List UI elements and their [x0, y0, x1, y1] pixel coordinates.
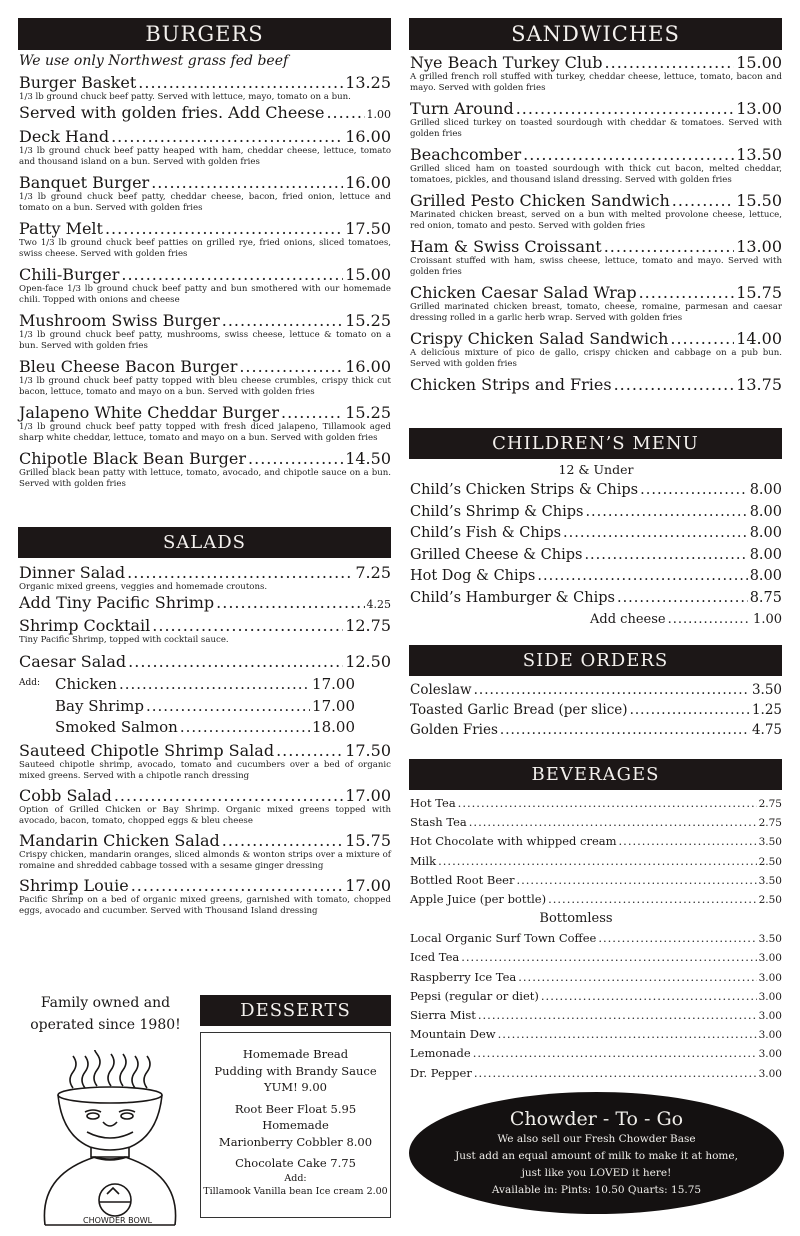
bottomless-label: Bottomless	[539, 911, 613, 927]
beverage-item: Hot Tea ..... 2.75	[410, 794, 782, 813]
menu-item-chipotle-black-bean-burger: Chipotle Black Bean Burger ..... 14.50 Grilled black bean patty with lettuce, tomato, avocado, and chipotle sauce on a bun. Served with golden fries	[19, 449, 391, 490]
dessert-chocolate-cake: Chocolate Cake 7.75	[235, 1156, 356, 1170]
menu-item-nye-beach-turkey-club: Nye Beach Turkey Club ..... 15.00 A grilled french roll stuffed with turkey, cheddar cheese, lettuce, tomato, bacon and mayo. Served with golden fries	[410, 53, 782, 94]
bottomless-item: Pepsi (regular or diet) ..... 3.00	[410, 987, 782, 1006]
side-item: Coleslaw ..... 3.50	[410, 680, 782, 700]
beverages-header: BEVERAGES	[409, 759, 782, 790]
menu-item-jalapeno-white-cheddar-burger: Jalapeno White Cheddar Burger ..... 15.25 1/3 lb ground chuck beef patty topped with fresh diced jalapeno, Tillamook aged sharp white cheddar, lettuce, tomato and mayo on a bun. Served with golden fries	[19, 403, 391, 444]
sandwiches-header: SANDWICHES	[409, 18, 782, 50]
caesar-add-smoked-salmon: Smoked Salmon ..... 18.00	[55, 717, 355, 739]
beverage-item: Hot Chocolate with whipped cream ..... 3.50	[410, 832, 782, 851]
chowder-to-go-title: Chowder - To - Go	[509, 1108, 684, 1130]
svg-text:CHOWDER BOWL: CHOWDER BOWL	[83, 1216, 153, 1225]
menu-item-grilled-pesto-chicken-sandwich: Grilled Pesto Chicken Sandwich ..... 15.50 Marinated chicken breast, served on a bun with melted provolone cheese, lettuce, red onion, tomato and pesto. Served with golden fries	[410, 191, 782, 232]
menu-item-bleu-cheese-bacon-burger: Bleu Cheese Bacon Burger ..... 16.00 1/3 lb ground chuck beef patty topped with bleu cheese crumbles, crispy thick cut bacon, lettuce, tomato and mayo on a bun. Served with golden fries	[19, 357, 391, 398]
beverage-item: Milk ..... 2.50	[410, 852, 782, 871]
bottomless-item: Dr. Pepper ..... 3.00	[410, 1064, 782, 1083]
menu-item-chicken-strips-and-fries: Chicken Strips and Fries ..... 13.75	[410, 375, 782, 394]
side-item: Toasted Garlic Bread (per slice) ..... 1.25	[410, 700, 782, 720]
menu-item-deck-hand: Deck Hand ..... 16.00 1/3 lb ground chuck beef patty heaped with ham, cheddar cheese, lettuce, tomato and thousand island on a bun. Served with golden fries	[19, 127, 391, 168]
kids-item: Hot Dog & Chips ..... 8.00	[410, 566, 782, 588]
caesar-add-label: Add:	[19, 678, 41, 688]
salads-section	[19, 563, 391, 917]
beverage-item: Stash Tea ..... 2.75	[410, 813, 782, 832]
dessert-ice-cream-addon: Tillamook Vanilla bean Ice cream 2.00	[203, 1185, 388, 1197]
kids-add-cheese: Add cheese ..... 1.00	[590, 609, 782, 631]
menu-item-banquet-burger: Banquet Burger ..... 16.00 1/3 lb ground chuck beef patty, cheddar cheese, bacon, fried onion, lettuce and tomato on a bun. Served with golden fries	[19, 173, 391, 214]
dessert-bread-pudding: Homemade Bread Pudding with Brandy Sauce YUM! 9.00	[214, 1047, 377, 1094]
menu-item-mandarin-chicken-salad: Mandarin Chicken Salad ..... 15.75 Crispy chicken, mandarin oranges, sliced almonds & wonton strips over a mixture of romaine and shredded cabbage tossed with a sesame ginger dressing	[19, 831, 391, 872]
caesar-add-chicken: Chicken ..... 17.00	[55, 674, 355, 696]
childrens-menu-header: CHILDREN’S MENU	[409, 428, 782, 459]
dessert-root-beer-float: Root Beer Float 5.95	[234, 1101, 357, 1116]
side-orders-header: SIDE ORDERS	[409, 645, 782, 676]
kids-item: Child’s Hamburger & Chips ..... 8.75	[410, 588, 782, 610]
bottomless-item: Iced Tea ..... 3.00	[410, 948, 782, 967]
menu-item-cobb-salad: Cobb Salad ..... 17.00 Option of Grilled Chicken or Bay Shrimp. Organic mixed greens topped with avocado, bacon, tomato, chopped eggs & bleu cheese	[19, 786, 391, 827]
kids-item: Child’s Shrimp & Chips ..... 8.00	[410, 502, 782, 524]
menu-item-patty-melt: Patty Melt ..... 17.50 Two 1/3 lb ground chuck beef patties on grilled rye, fried onions, sliced tomatoes, swiss cheese. Served with golden fries	[19, 219, 391, 260]
menu-item-mushroom-swiss-burger: Mushroom Swiss Burger ..... 15.25 1/3 lb ground chuck beef patty, mushrooms, swiss cheese, lettuce & tomato on a bun. Served with golden fries	[19, 311, 391, 352]
beverage-item: Bottled Root Beer ..... 3.50	[410, 871, 782, 890]
dessert-add-label: Add:	[284, 1172, 307, 1184]
menu-item-chicken-caesar-salad-wrap: Chicken Caesar Salad Wrap ..... 15.75 Grilled marinated chicken breast, tomato, cheese, romaine, parmesan and caesar dressing rolled in a garlic herb wrap. Served with golden fries	[410, 283, 782, 324]
menu-item-shrimp-louie: Shrimp Louie ..... 17.00 Pacific Shrimp on a bed of organic mixed greens, garnished with tomato, chopped eggs, avocado and cucumber. Served with Thousand Island dressing	[19, 876, 391, 917]
bottomless-item: Mountain Dew ..... 3.00	[410, 1025, 782, 1044]
chowder-bowl-mascot-illustration	[15, 1050, 200, 1235]
bottomless-item: Sierra Mist ..... 3.00	[410, 1006, 782, 1025]
desserts-header: DESSERTS	[200, 995, 391, 1026]
dessert-marionberry-cobbler: Homemade Marionberry Cobbler 8.00	[218, 1118, 373, 1149]
kids-item: Grilled Cheese & Chips ..... 8.00	[410, 545, 782, 567]
childrens-menu-section	[410, 460, 782, 631]
menu-item-burger-basket: Burger Basket ..... 13.25 1/3 lb ground chuck beef patty. Served with lettuce, mayo, tomato on a bun. Served with golden fries. Add Cheese ..... 1.00	[19, 73, 391, 124]
side-orders-section	[410, 680, 782, 740]
bottomless-item: Raspberry Ice Tea ..... 3.00	[410, 968, 782, 987]
leader-dots	[138, 73, 343, 92]
beverages-section	[410, 794, 782, 1083]
bottomless-item: Lemonade ..... 3.00	[410, 1044, 782, 1063]
burgers-header: BURGERS	[18, 18, 391, 50]
caesar-add-bay-shrimp: Bay Shrimp ..... 17.00	[55, 696, 355, 718]
bottomless-item: Local Organic Surf Town Coffee ..... 3.50	[410, 929, 782, 948]
menu-item-dinner-salad: Dinner Salad ..... 7.25 Organic mixed greens, veggies and homemade croutons. Add Tiny Pacific Shrimp ..... 4.25	[19, 563, 391, 614]
burgers-subtitle: We use only Northwest grass fed beef	[19, 53, 289, 69]
menu-item-caesar-salad: Caesar Salad ..... 12.50	[19, 652, 391, 671]
menu-item-beachcomber: Beachcomber ..... 13.50 Grilled sliced ham on toasted sourdough with thick cut bacon, melted cheddar, tomatoes, pickles, and thousand island dressing. Served with golden fries	[410, 145, 782, 186]
beverage-item: Apple Juice (per bottle) ..... 2.50	[410, 890, 782, 909]
chowder-to-go-banner: Chowder - To - Go We also sell our Fresh Chowder Base Just add an equal amount of milk to make it at home, just like you LOVED it here! Available in: Pints: 10.50 Quarts: 15.75	[409, 1092, 784, 1214]
burgers-section	[19, 52, 391, 490]
kids-item: Child’s Fish & Chips ..... 8.00	[410, 523, 782, 545]
side-item: Golden Fries ..... 4.75	[410, 720, 782, 740]
menu-item-shrimp-cocktail: Shrimp Cocktail ..... 12.75 Tiny Pacific Shrimp, topped with cocktail sauce.	[19, 616, 391, 646]
family-owned-tagline: Family owned and operated since 1980!	[30, 995, 181, 1033]
childrens-age-note: 12 & Under	[558, 462, 634, 477]
caesar-add-ons	[19, 674, 391, 739]
sandwiches-section	[410, 53, 782, 394]
salads-header: SALADS	[18, 527, 391, 558]
kids-item: Child’s Chicken Strips & Chips ..... 8.00	[410, 480, 782, 502]
menu-item-crispy-chicken-salad-sandwich: Crispy Chicken Salad Sandwich ..... 14.00 A delicious mixture of pico de gallo, crispy chicken and cabbage on a pub bun. Served with golden fries	[410, 329, 782, 370]
chowder-pricing: Available in: Pints: 10.50 Quarts: 15.75	[491, 1184, 702, 1196]
menu-item-ham-swiss-croissant: Ham & Swiss Croissant ..... 13.00 Croissant stuffed with ham, swiss cheese, lettuce, tomato and mayo. Served with golden fries	[410, 237, 782, 278]
desserts-box	[200, 1032, 391, 1218]
menu-item-turn-around: Turn Around ..... 13.00 Grilled sliced turkey on toasted sourdough with cheddar & tomatoes. Served with golden fries	[410, 99, 782, 140]
menu-item-sauteed-chipotle-shrimp-salad: Sauteed Chipotle Shrimp Salad ..... 17.50 Sauteed chipotle shrimp, avocado, tomato and cucumbers over a bed of organic mixed greens. Served with a chipotle ranch dressing	[19, 741, 391, 782]
menu-item-chili-burger: Chili-Burger ..... 15.00 Open-face 1/3 lb ground chuck beef patty and bun smothered with our homemade chili. Topped with onions and cheese	[19, 265, 391, 306]
